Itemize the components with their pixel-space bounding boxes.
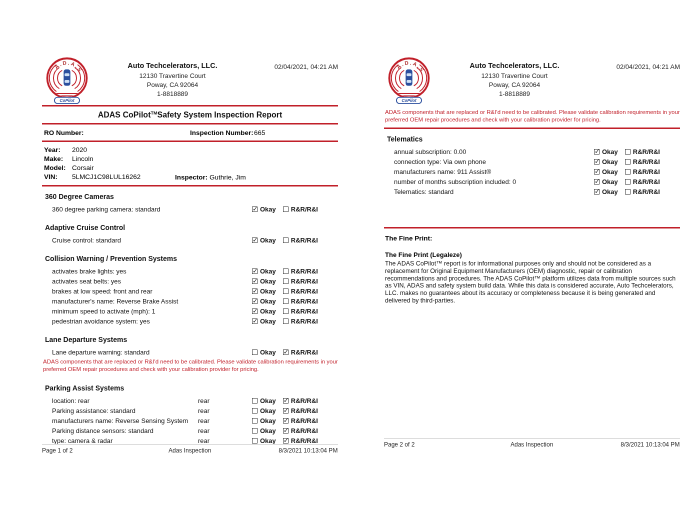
okay-checkbox bbox=[252, 288, 258, 294]
item-location-value: rear bbox=[198, 436, 210, 445]
rr-label: R&R/R&I bbox=[290, 287, 318, 295]
check-group bbox=[252, 297, 338, 305]
vehicle-info bbox=[42, 142, 338, 185]
inspection-item-row bbox=[42, 268, 338, 275]
report-datetime: 02/04/2021, 04:21 AM bbox=[274, 63, 338, 71]
inspection-item-row bbox=[384, 188, 680, 195]
rr-label: R&R/R&I bbox=[632, 147, 660, 156]
inspection-item-row bbox=[42, 298, 338, 305]
okay-label: Okay bbox=[260, 396, 276, 405]
make-value: Lincoln bbox=[72, 155, 94, 163]
page-footer bbox=[42, 444, 338, 454]
fine-print-heading: The Fine Print: bbox=[385, 234, 433, 242]
model-value: Corsair bbox=[72, 164, 94, 172]
rr-checkbox bbox=[283, 349, 289, 355]
page-header bbox=[42, 55, 338, 105]
item-location-value: rear bbox=[198, 406, 210, 415]
okay-label: Okay bbox=[260, 205, 276, 213]
inspection-item-row bbox=[42, 417, 338, 424]
footer-timestamp: 8/3/2021 10:13:04 PM bbox=[620, 441, 680, 448]
rr-label: R&R/R&I bbox=[290, 277, 318, 285]
check-group bbox=[252, 407, 338, 415]
vin-label: VIN: bbox=[44, 173, 58, 181]
inspection-item-row bbox=[384, 148, 680, 155]
inspection-item-row bbox=[384, 158, 680, 165]
inspection-section bbox=[384, 135, 680, 195]
rr-checkbox bbox=[283, 237, 289, 243]
item-label: connection type: Via own phone bbox=[394, 157, 487, 166]
footer-timestamp: 8/3/2021 10:13:04 PM bbox=[278, 447, 338, 454]
calibration-note: ADAS components that are replaced or R&I'd need to be calibrated. Please validate calibration requirements in your preferred OEM repair procedures and check with your calibration provider for pricing. bbox=[43, 359, 338, 373]
inspection-item-row bbox=[42, 308, 338, 315]
report-page-1 bbox=[42, 55, 338, 455]
rr-label: R&R/R&I bbox=[632, 187, 660, 196]
okay-checkbox bbox=[252, 408, 258, 414]
okay-label: Okay bbox=[260, 426, 276, 435]
rr-label: R&R/R&I bbox=[290, 348, 318, 356]
item-label: activates brake lights: yes bbox=[52, 267, 127, 275]
rr-checkbox bbox=[283, 408, 289, 414]
inspection-section bbox=[42, 384, 338, 444]
rr-checkbox bbox=[283, 288, 289, 294]
rr-checkbox bbox=[625, 159, 631, 165]
rr-checkbox bbox=[283, 298, 289, 304]
item-label: manufacturers name: 911 Assist® bbox=[394, 167, 492, 176]
check-group bbox=[252, 236, 338, 244]
item-label: brakes at low speed: front and rear bbox=[52, 287, 153, 295]
model-label: Model: bbox=[44, 164, 66, 172]
inspection-item-row bbox=[42, 397, 338, 404]
inspection-item-row bbox=[42, 427, 338, 434]
check-group bbox=[594, 148, 680, 156]
logo-car-icon bbox=[406, 69, 413, 85]
page-footer bbox=[384, 438, 680, 448]
item-location-value: rear bbox=[198, 396, 210, 405]
okay-label: Okay bbox=[260, 406, 276, 415]
inspection-item-row bbox=[384, 178, 680, 185]
check-group bbox=[252, 397, 338, 405]
section-title: Telematics bbox=[387, 135, 423, 143]
rr-label: R&R/R&I bbox=[632, 177, 660, 186]
footer-doc-name: Adas Inspection bbox=[168, 447, 212, 454]
company-address-1: 12130 Travertine Court bbox=[481, 72, 548, 80]
rr-label: R&R/R&I bbox=[290, 205, 318, 213]
okay-checkbox bbox=[252, 268, 258, 274]
okay-label: Okay bbox=[260, 307, 276, 315]
report-page-2 bbox=[384, 55, 680, 455]
item-label: Cruise control: standard bbox=[52, 236, 122, 244]
company-name: Auto Techcelerators, LLC. bbox=[469, 62, 560, 70]
item-label: number of months subscription included: 0 bbox=[394, 177, 517, 186]
adas-copilot-logo bbox=[384, 55, 434, 105]
company-phone: 1-8818889 bbox=[156, 90, 189, 98]
okay-label: Okay bbox=[260, 277, 276, 285]
inspector-value: Guthrie, Jim bbox=[209, 173, 246, 182]
okay-checkbox bbox=[252, 298, 258, 304]
okay-label: Okay bbox=[602, 157, 618, 166]
inspection-item-row bbox=[42, 407, 338, 414]
year-label: Year: bbox=[44, 146, 61, 154]
okay-checkbox bbox=[252, 398, 258, 404]
check-group bbox=[594, 188, 680, 196]
company-address-1: 12130 Travertine Court bbox=[139, 72, 206, 80]
fine-print-subheading: The Fine Print (Legaleze) bbox=[385, 251, 462, 259]
okay-label: Okay bbox=[602, 187, 618, 196]
footer-doc-name: Adas Inspection bbox=[510, 441, 554, 448]
section-title: Lane Departure Systems bbox=[45, 335, 128, 344]
rr-checkbox bbox=[625, 189, 631, 195]
check-group bbox=[252, 348, 338, 356]
inspection-item-row bbox=[384, 168, 680, 175]
item-label: Lane departure warning: standard bbox=[52, 348, 150, 356]
rr-checkbox bbox=[283, 438, 289, 444]
trademark-symbol: TM bbox=[150, 110, 158, 116]
item-label: Telematics: standard bbox=[394, 187, 454, 196]
check-group bbox=[594, 158, 680, 166]
ro-row bbox=[42, 125, 338, 141]
check-group bbox=[252, 205, 338, 213]
vin-value: 5LMCJ1C98LUL16262 bbox=[72, 173, 141, 181]
inspection-item-row bbox=[42, 318, 338, 325]
section-title: Parking Assist Systems bbox=[45, 384, 125, 393]
okay-label: Okay bbox=[602, 147, 618, 156]
check-group bbox=[252, 287, 338, 295]
okay-checkbox bbox=[252, 206, 258, 212]
check-group bbox=[252, 277, 338, 285]
rr-checkbox bbox=[283, 318, 289, 324]
divider-rule bbox=[42, 185, 338, 187]
okay-label: Okay bbox=[260, 267, 276, 275]
okay-checkbox bbox=[252, 349, 258, 355]
report-datetime: 02/04/2021, 04:21 AM bbox=[616, 63, 680, 71]
check-group bbox=[252, 417, 338, 425]
inspection-item-row bbox=[42, 349, 338, 356]
rr-label: R&R/R&I bbox=[290, 396, 318, 405]
item-label: location: rear bbox=[52, 396, 90, 405]
item-label: manufacturers name: Reverse Sensing System bbox=[52, 416, 189, 425]
inspection-sections bbox=[42, 193, 338, 445]
inspection-number-label: Inspection Number: bbox=[190, 129, 254, 137]
rr-checkbox bbox=[625, 179, 631, 185]
inspection-item-row bbox=[42, 237, 338, 244]
fine-print-body: The ADAS CoPilot™ report is for informational purposes only and should not be considered as a replacement for Original Equipment Manufacturers (OEM) diagnostic, repair or calibration recommendations and procedures. The ADAS CoPilot™ platform utilizes data from multiple sources such as VIN, ADAS and safety system build data. While this data is considered accurate, Auto Techcelerators, LLC. makes no guarantees about its accuracy or completeness because it is being generated and delivered by third-parties. bbox=[385, 260, 676, 304]
check-group bbox=[252, 267, 338, 275]
okay-checkbox bbox=[594, 149, 600, 155]
rr-label: R&R/R&I bbox=[290, 426, 318, 435]
item-label: minimum speed to activate (mph): 1 bbox=[52, 307, 156, 315]
item-location-value: rear bbox=[198, 426, 210, 435]
logo-top-text: A.D.A.S bbox=[395, 60, 425, 74]
rr-checkbox bbox=[283, 268, 289, 274]
company-address-2: Poway, CA 92064 bbox=[146, 81, 199, 89]
okay-checkbox bbox=[252, 237, 258, 243]
okay-checkbox bbox=[594, 159, 600, 165]
rr-checkbox bbox=[283, 418, 289, 424]
inspector-row bbox=[175, 174, 246, 182]
check-group bbox=[252, 317, 338, 325]
logo-banner-text: CoPilot bbox=[401, 98, 417, 104]
logo-banner-text: CoPilot bbox=[59, 98, 75, 104]
company-address-2: Poway, CA 92064 bbox=[488, 81, 541, 89]
footer-page-number: Page 2 of 2 bbox=[384, 441, 415, 448]
inspection-section bbox=[42, 255, 338, 325]
rr-checkbox bbox=[283, 206, 289, 212]
okay-label: Okay bbox=[260, 348, 276, 356]
rr-checkbox bbox=[283, 398, 289, 404]
okay-checkbox bbox=[252, 308, 258, 314]
okay-checkbox bbox=[252, 318, 258, 324]
calibration-disclaimer: ADAS components that are replaced or R&I'd need to be calibrated. Please validate calibration requirements in your preferred OEM repair procedures and check with your calibration provider for pricing. bbox=[385, 109, 680, 123]
company-name: Auto Techcelerators, LLC. bbox=[127, 62, 218, 70]
okay-checkbox bbox=[252, 428, 258, 434]
okay-label: Okay bbox=[260, 317, 276, 325]
okay-checkbox bbox=[252, 438, 258, 444]
rr-checkbox bbox=[283, 428, 289, 434]
report-title: ADAS CoPilot™Safety System Inspection Report bbox=[97, 110, 283, 120]
rr-label: R&R/R&I bbox=[290, 307, 318, 315]
footer-page-number: Page 1 of 2 bbox=[42, 447, 73, 454]
inspection-item-row bbox=[42, 278, 338, 285]
okay-label: Okay bbox=[260, 287, 276, 295]
inspector-label: Inspector: bbox=[175, 173, 208, 182]
okay-checkbox bbox=[252, 278, 258, 284]
item-label: Parking assistance: standard bbox=[52, 406, 136, 415]
item-label: activates seat belts: yes bbox=[52, 277, 122, 285]
okay-label: Okay bbox=[260, 416, 276, 425]
inspection-number-value: 665 bbox=[254, 129, 266, 137]
okay-checkbox bbox=[594, 179, 600, 185]
logo-top-text: A.D.A.S bbox=[53, 60, 83, 74]
section-title: Adaptive Cruise Control bbox=[45, 223, 126, 232]
rr-label: R&R/R&I bbox=[290, 267, 318, 275]
divider-rule bbox=[384, 128, 680, 130]
ro-number-label: RO Number: bbox=[44, 129, 84, 137]
okay-label: Okay bbox=[260, 236, 276, 244]
check-group bbox=[594, 168, 680, 176]
item-label: 360 degree parking camera: standard bbox=[52, 205, 161, 213]
company-phone: 1-8818889 bbox=[498, 90, 531, 98]
item-label: annual subscription: 0.00 bbox=[394, 147, 467, 156]
okay-checkbox bbox=[594, 189, 600, 195]
okay-label: Okay bbox=[260, 436, 276, 445]
rr-label: R&R/R&I bbox=[632, 157, 660, 166]
page-header bbox=[384, 55, 680, 105]
adas-copilot-logo bbox=[42, 55, 92, 105]
section-title: 360 Degree Cameras bbox=[45, 192, 114, 201]
rr-label: R&R/R&I bbox=[290, 317, 318, 325]
okay-checkbox bbox=[252, 418, 258, 424]
item-label: pedestrian avoidance system: yes bbox=[52, 317, 150, 325]
item-label: manufacturer's name: Reverse Brake Assist bbox=[52, 297, 179, 305]
inspection-section bbox=[42, 224, 338, 244]
logo-car-icon bbox=[64, 69, 71, 85]
rr-label: R&R/R&I bbox=[290, 297, 318, 305]
okay-label: Okay bbox=[602, 167, 618, 176]
rr-checkbox bbox=[283, 308, 289, 314]
inspection-item-row bbox=[42, 288, 338, 295]
rr-label: R&R/R&I bbox=[290, 236, 318, 244]
check-group bbox=[252, 307, 338, 315]
inspection-section bbox=[42, 193, 338, 213]
inspection-section bbox=[42, 336, 338, 374]
rr-label: R&R/R&I bbox=[290, 436, 318, 445]
check-group bbox=[594, 178, 680, 186]
rr-label: R&R/R&I bbox=[632, 167, 660, 176]
divider-rule bbox=[384, 227, 680, 229]
item-label: type: camera & radar bbox=[52, 436, 113, 445]
inspection-item-row bbox=[42, 206, 338, 213]
item-label: Parking distance sensors: standard bbox=[52, 426, 154, 435]
okay-label: Okay bbox=[602, 177, 618, 186]
check-group bbox=[252, 427, 338, 435]
rr-checkbox bbox=[283, 278, 289, 284]
okay-checkbox bbox=[594, 169, 600, 175]
inspection-sections bbox=[384, 135, 680, 195]
rr-checkbox bbox=[625, 149, 631, 155]
item-location-value: rear bbox=[198, 416, 210, 425]
okay-label: Okay bbox=[260, 297, 276, 305]
rr-label: R&R/R&I bbox=[290, 416, 318, 425]
section-title: Collision Warning / Prevention Systems bbox=[45, 254, 177, 263]
year-value: 2020 bbox=[72, 146, 88, 154]
rr-checkbox bbox=[625, 169, 631, 175]
make-label: Make: bbox=[44, 155, 64, 163]
rr-label: R&R/R&I bbox=[290, 406, 318, 415]
